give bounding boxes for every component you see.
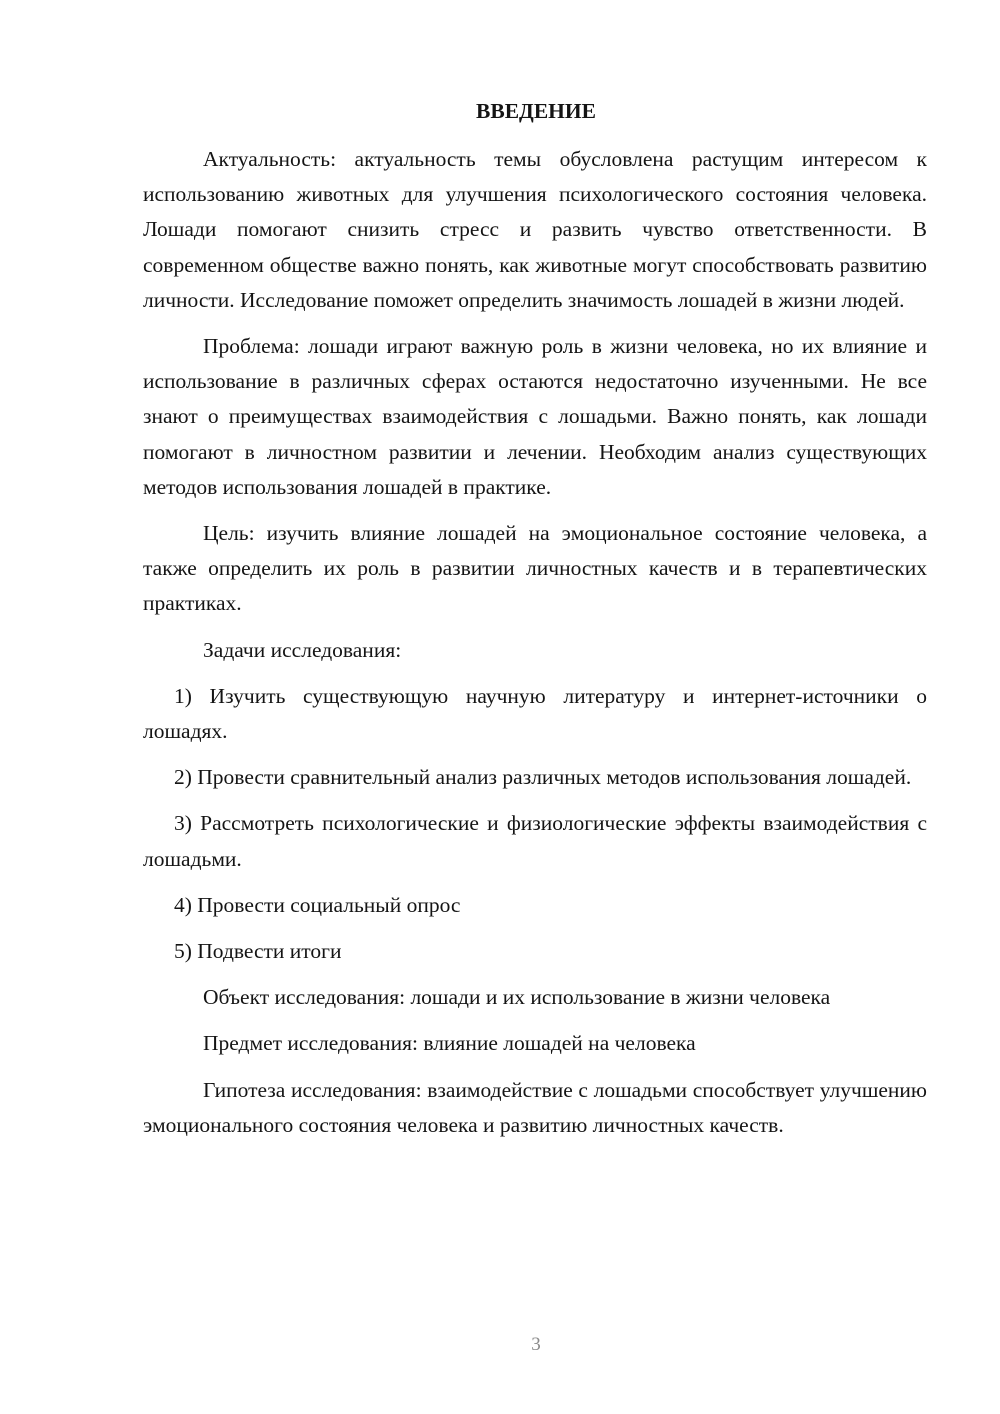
paragraph-subject: Предмет исследования: влияние лошадей на человека: [203, 1031, 696, 1056]
task-item-2: 2) Провести сравнительный анализ различных методов использования лошадей.: [174, 765, 912, 790]
document-title: ВВЕДЕНИЕ: [476, 99, 596, 123]
task-item-4: 4) Провести социальный опрос: [174, 892, 461, 917]
paragraph-relevance: Актуальность: актуальность темы обусловлена растущим интересом к использованию животных для улучшения психологического состояния человека. Лошади помогают снизить стресс и развить чувство ответственности. В современном обществе важно понять, как животные могут способствовать развитию личности. Исследование поможет определить значимость лошадей в жизни людей.: [143, 147, 927, 312]
document-body: [143, 142, 927, 1143]
paragraph-object: Объект исследования: лошади и их использование в жизни человека: [203, 985, 831, 1010]
task-item-1: 1) Изучить существующую научную литературу и интернет-источники о лошадях.: [143, 683, 927, 744]
paragraph-problem: Проблема: лошади играют важную роль в жизни человека, но их влияние и использование в различных сферах остаются недостаточно изученными. Не все знают о преимуществах взаимодействия с лошадьми. Важно понять, как лошади помогают в личностном развитии и лечении. Необходим анализ существующих методов использования лошадей в практике.: [143, 334, 927, 499]
task-item-3: 3) Рассмотреть психологические и физиологические эффекты взаимодействия с лошадьми.: [143, 811, 927, 871]
paragraph-hypothesis: Гипотеза исследования: взаимодействие с лошадьми способствует улучшению эмоционального состояния человека и развитию личностных качеств.: [143, 1077, 927, 1137]
paragraph-goal: Цель: изучить влияние лошадей на эмоциональное состояние человека, а также определить их роль в развитии личностных качеств и в терапевтических практиках.: [143, 521, 927, 616]
task-item-5: 5) Подвести итоги: [174, 939, 342, 964]
page-number: 3: [531, 1334, 541, 1355]
paragraph-tasks-heading: Задачи исследования:: [203, 637, 402, 662]
